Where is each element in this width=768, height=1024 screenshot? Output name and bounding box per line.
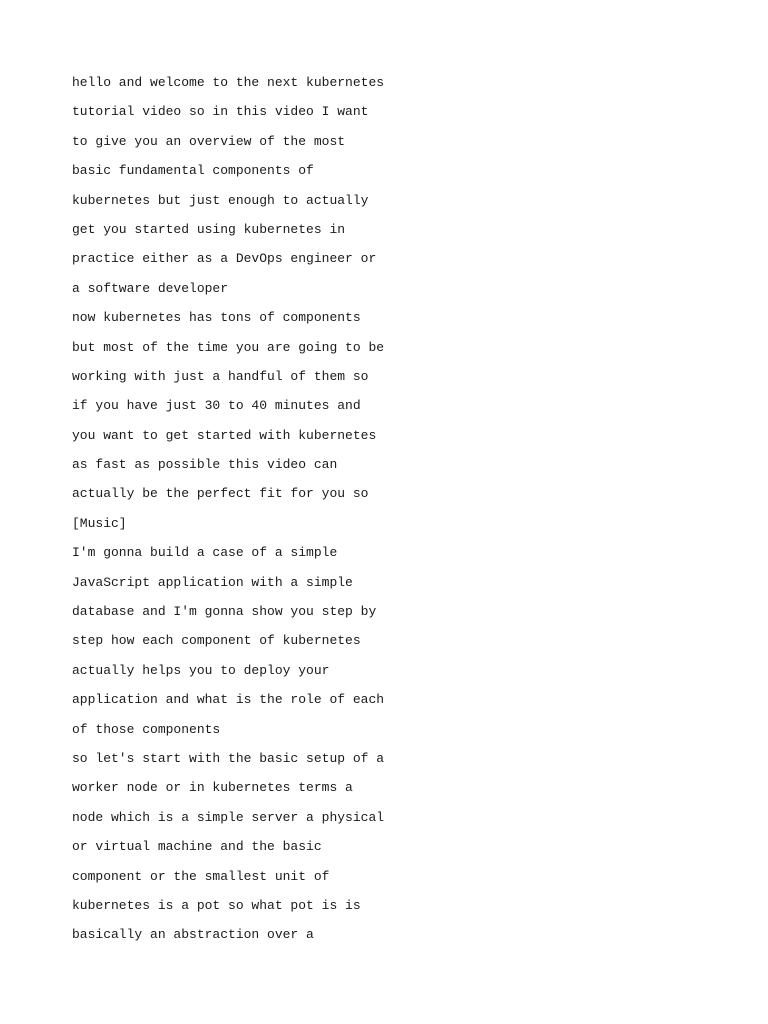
- transcript-line: [Music]: [72, 515, 127, 531]
- transcript-line: of those components: [72, 721, 221, 737]
- transcript-text: [72, 68, 672, 950]
- transcript-line: practice either as a DevOps engineer or: [72, 251, 377, 267]
- transcript-line: get you started using kubernetes in: [72, 221, 346, 237]
- transcript-line: if you have just 30 to 40 minutes and: [72, 398, 361, 414]
- transcript-line: database and I'm gonna show you step by: [72, 604, 377, 620]
- transcript-line: kubernetes is a pot so what pot is is: [72, 897, 361, 913]
- transcript-line: actually be the perfect fit for you so: [72, 486, 369, 502]
- transcript-line: node which is a simple server a physical: [72, 809, 385, 825]
- transcript-line: a software developer: [72, 280, 229, 296]
- transcript-line: as fast as possible this video can: [72, 457, 338, 473]
- transcript-line: working with just a handful of them so: [72, 368, 369, 384]
- transcript-line: worker node or in kubernetes terms a: [72, 780, 353, 796]
- transcript-line: basically an abstraction over a: [72, 927, 314, 943]
- transcript-line: but most of the time you are going to be: [72, 339, 385, 355]
- transcript-line: component or the smallest unit of: [72, 868, 330, 884]
- transcript-line: you want to get started with kubernetes: [72, 427, 377, 443]
- transcript-line: or virtual machine and the basic: [72, 839, 322, 855]
- transcript-line: actually helps you to deploy your: [72, 662, 330, 678]
- transcript-line: JavaScript application with a simple: [72, 574, 353, 590]
- transcript-line: basic fundamental components of: [72, 163, 314, 179]
- transcript-line: to give you an overview of the most: [72, 133, 346, 149]
- transcript-line: step how each component of kubernetes: [72, 633, 361, 649]
- transcript-line: application and what is the role of each: [72, 692, 385, 708]
- transcript-line: hello and welcome to the next kubernetes: [72, 75, 385, 90]
- transcript-line: I'm gonna build a case of a simple: [72, 545, 338, 561]
- transcript-line: kubernetes but just enough to actually: [72, 192, 369, 208]
- transcript-line: now kubernetes has tons of components: [72, 310, 361, 326]
- transcript-line: so let's start with the basic setup of a: [72, 750, 385, 766]
- transcript-line: tutorial video so in this video I want: [72, 104, 369, 120]
